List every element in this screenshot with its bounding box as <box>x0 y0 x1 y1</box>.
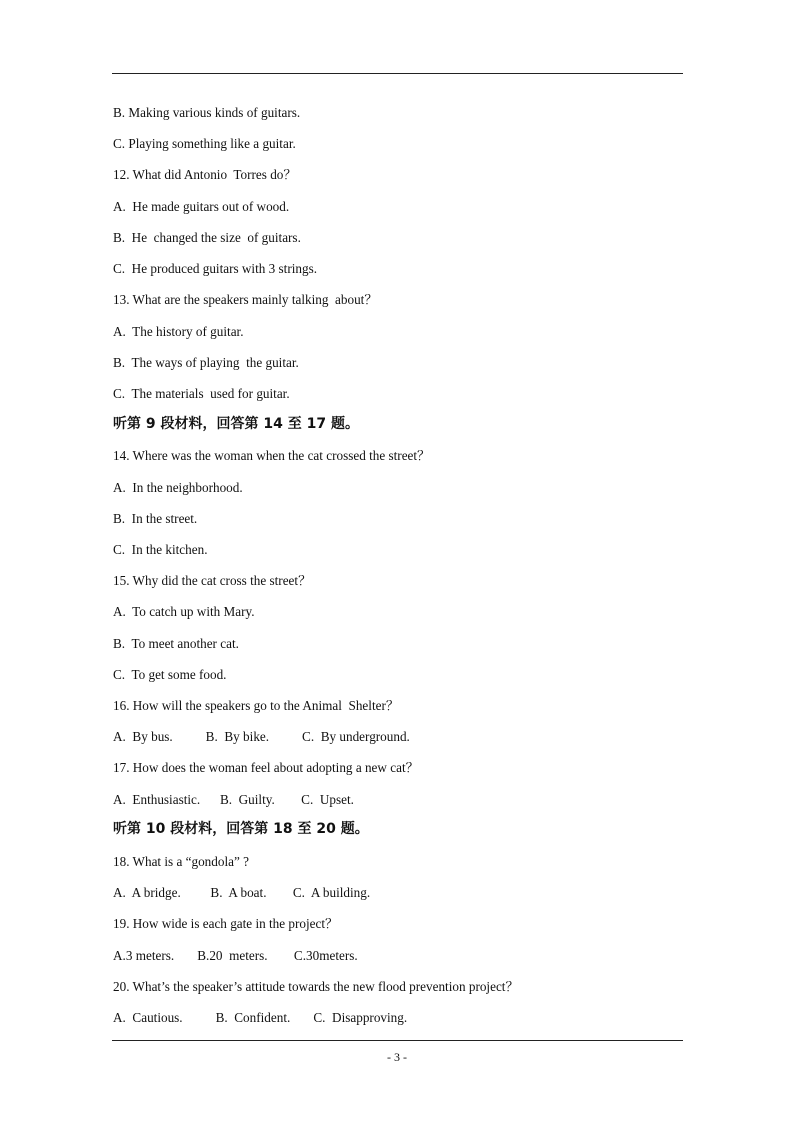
section-heading: 听第 9 段材料，回答第 14 至 17 题。 <box>113 416 359 432</box>
question-line: 12. What did Antonio Torres do？ <box>113 167 297 182</box>
option-line: A. In the neighborhood. <box>113 480 243 495</box>
option-line: A.3 meters. B.20 meters. C.30meters. <box>113 948 358 963</box>
question-line: 19. How wide is each gate in the project？ <box>113 916 339 931</box>
option-line: A. To catch up with Mary. <box>113 604 255 619</box>
option-line: C. To get some food. <box>113 667 227 682</box>
option-line: B. He changed the size of guitars. <box>113 230 301 245</box>
option-line: B. To meet another cat. <box>113 636 239 651</box>
option-line: C. Playing something like a guitar. <box>113 136 296 151</box>
question-line: 15. Why did the cat cross the street？ <box>113 573 312 588</box>
option-line: A. The history of guitar. <box>113 324 244 339</box>
question-line: 20. What’s the speaker’s attitude towards the new flood prevention project？ <box>113 979 519 994</box>
header-rule <box>112 73 683 74</box>
option-line: A. A bridge. B. A boat. C. A building. <box>113 885 371 900</box>
option-line: C. The materials used for guitar. <box>113 386 290 401</box>
question-line: 18. What is a “gondola” ? <box>113 854 249 869</box>
section-heading: 听第 10 段材料，回答第 18 至 20 题。 <box>113 821 369 837</box>
page-number: - 3 - <box>387 1050 407 1064</box>
question-line: 13. What are the speakers mainly talking about？ <box>113 292 378 307</box>
option-line: B. In the street. <box>113 511 198 526</box>
question-line: 17. How does the woman feel about adopting a new cat？ <box>113 760 419 775</box>
option-line: A. By bus. B. By bike. C. By underground. <box>113 729 410 744</box>
option-line: B. The ways of playing the guitar. <box>113 355 299 370</box>
option-line: C. He produced guitars with 3 strings. <box>113 261 318 276</box>
option-line: A. He made guitars out of wood. <box>113 199 290 214</box>
option-line: C. In the kitchen. <box>113 542 208 557</box>
option-line: A. Enthusiastic. B. Guilty. C. Upset. <box>113 792 354 807</box>
option-line: A. Cautious. B. Confident. C. Disapproving. <box>113 1010 408 1025</box>
option-line: B. Making various kinds of guitars. <box>113 105 301 120</box>
question-line: 16. How will the speakers go to the Animal Shelter？ <box>113 698 400 713</box>
footer-rule <box>112 1040 683 1041</box>
question-line: 14. Where was the woman when the cat crossed the street？ <box>113 448 431 463</box>
